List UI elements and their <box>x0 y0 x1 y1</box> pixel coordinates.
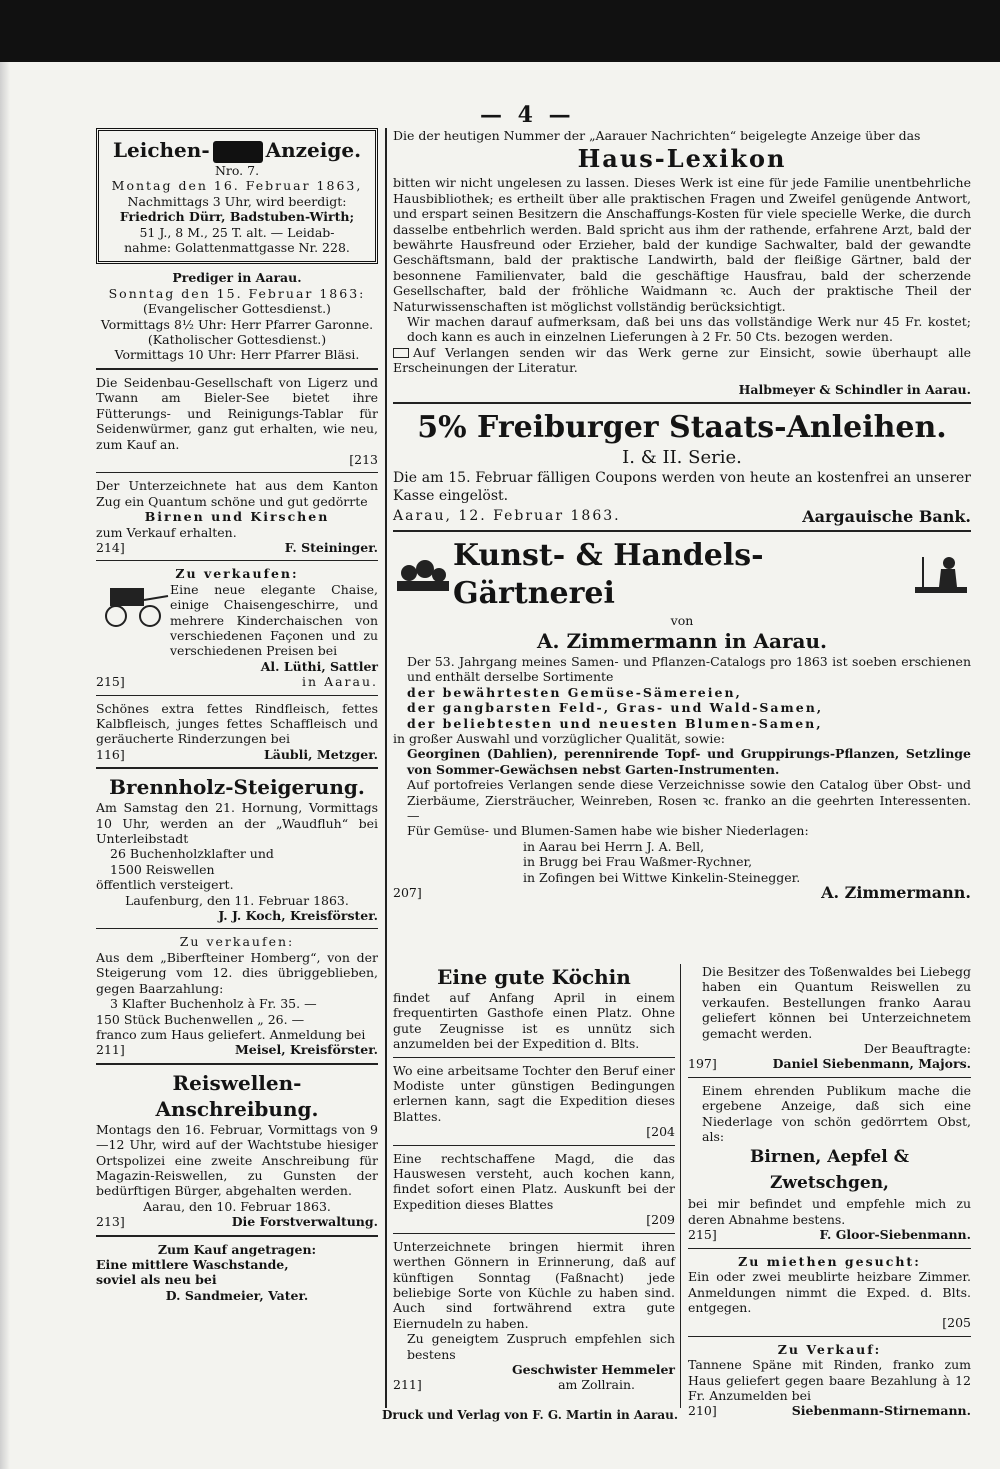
ad-place: in Aarau. <box>302 674 378 690</box>
divider <box>393 1145 675 1146</box>
ad-number: 211] <box>393 1377 422 1393</box>
ad-number: 210] <box>688 1403 717 1419</box>
firewood-title: Brennholz-Steigerung. <box>109 775 365 800</box>
divider <box>96 1235 378 1237</box>
divider <box>96 472 378 473</box>
pears-ad-text: Der Unterzeichnete hat aus dem Kanton Zug ein Quantum schöne und gut gedörrte <box>96 478 378 509</box>
fruit-headline: Birnen, Aepfel & Zwetschgen, <box>750 1147 909 1194</box>
ad-signature: Halbmeyer & Schindler in Aarau. <box>738 381 971 397</box>
nursery-item: in großer Auswahl und vorzüglicher Qualität, sowie: <box>393 730 725 746</box>
death-notice-time: Nachmittags 3 Uhr, wird beerdigt: <box>127 193 347 209</box>
silk-ad-text: Die Seidenbau-Gesellschaft von Ligerz und Twann am Bieler-See bietet ihre Fütterungs- und Reinigungs-Tablar für Seidenwürmer, ganz gut erhalten, wie neu, zum Kauf an. <box>96 374 378 452</box>
left-column <box>96 128 378 1408</box>
ad-signature: Siebenmann-Stirnemann. <box>791 1403 971 1419</box>
ad-signature: A. Zimmermann. <box>821 883 971 902</box>
rooms-title: Zu miethen gesucht: <box>738 1253 921 1269</box>
divider <box>393 402 971 404</box>
ad-place: am Zollrain. <box>558 1377 635 1393</box>
pastry-text: Zu geneigtem Zuspruch empfehlen sich bestens <box>407 1331 675 1362</box>
milliner-text: Wo eine arbeitsame Tochter den Beruf einer Modiste unter günstigen Bedingungen erlernen kann, sagt die Expedition dieses Blattes. <box>393 1062 675 1124</box>
nursery-depot: in Zofingen bei Wittwe Kinkelin-Steinegger. <box>523 869 801 885</box>
lexikon-title: Haus-Lexikon <box>577 144 787 174</box>
imprint-footer: Druck und Verlag von F. G. Martin in Aarau. <box>382 1408 678 1422</box>
divider <box>393 1057 675 1058</box>
gardener-icon <box>911 553 971 597</box>
ad-signature: Geschwister Hemmeler <box>511 1361 675 1377</box>
maid-text: Eine rechtschaffene Magd, die das Hauswesen versteht, auch kochen kann, findet sofort einen Platz. Auskunft bei der Expedition dieses Blattes <box>393 1150 675 1212</box>
firewood-line: 1500 Reiswellen <box>110 861 215 877</box>
ad-signature: Meisel, Kreisförster. <box>234 1042 378 1058</box>
ad-signature: J. J. Koch, Kreisförster. <box>218 908 378 924</box>
bonds-title: 5% Freiburger Staats-Anleihen. <box>417 410 947 446</box>
washstand-line: Eine mittlere Waschstande, <box>96 1256 289 1272</box>
beech-line: franco zum Haus geliefert. Anmeldung bei <box>96 1026 366 1042</box>
divider <box>96 767 378 769</box>
ad-number: 207] <box>393 885 422 900</box>
nursery-depot: in Aarau bei Herrn J. A. Bell, <box>523 838 705 854</box>
lexikon-text: Auf Verlangen senden wir das Werk gerne zur Einsicht, sowie überhaupt alle Erscheinungen der Literatur. <box>393 344 971 376</box>
lexikon-intro: Die der heutigen Nummer der „Aarauer Nachrichten“ beigelegte Anzeige über das <box>393 128 921 143</box>
preacher-line: Sonntag den 15. Februar 1863: <box>108 285 366 301</box>
nursery-by: von <box>670 612 694 628</box>
meat-ad-text: Schönes extra fettes Rindfleisch, fettes Kalbfleisch, junges fettes Schaffleisch und geräucherte Rinderzungen bei <box>96 700 378 747</box>
rooms-text: Ein oder zwei meublirte heizbare Zimmer. Anmeldungen nimmt die Exped. d. Blts. entgegen. <box>688 1269 971 1315</box>
nursery-item: Georginen (Dahlien), perennirende Topf- und Gruppirungs-Pflanzen, Setzlinge von Sommer-Gewächsen nebst Garten-Instrumenten. <box>407 746 971 777</box>
forest-text: Die Besitzer des Toßenwaldes bei Liebegg haben ein Quantum Reiswellen zu verkaufen. Bestellungen franko Aarau geliefert können bei Unterzeichnetem gemacht werden. <box>702 964 971 1041</box>
column-rule-lower <box>680 964 681 1408</box>
ad-signature: Daniel Siebenmann, Majors. <box>772 1056 971 1072</box>
nursery-item: der bewährtesten Gemüse-Sämereien, <box>407 684 742 700</box>
ad-signature: D. Sandmeier, Vater. <box>165 1287 309 1303</box>
pears-ad-headline: Birnen und Kirschen <box>144 509 330 525</box>
preacher-line: (Evangelischer Gottesdienst.) <box>143 301 331 317</box>
brushwood-date: Aarau, den 10. Februar 1863. <box>143 1198 331 1214</box>
pointing-hand-icon <box>393 348 409 358</box>
death-notice-number: Nro. 7. <box>214 163 260 178</box>
beech-line: 3 Klafter Buchenholz à Fr. 35. — <box>110 996 317 1012</box>
beech-text: Aus dem „Biberfteiner Homberg“, von der Steigerung vom 12. dies übriggeblieben, gegen Baarzahlung: <box>96 949 378 996</box>
chaise-title: Zu verkaufen: <box>175 566 299 582</box>
lexikon-text: Wir machen darauf aufmerksam, daß bei uns das vollständige Werk nur 45 Fr. kostet; doch kann es auch in einzelnen Lieferungen à 2 Fr. 50 Cts. bezogen werden. <box>407 314 971 345</box>
divider <box>688 1336 971 1337</box>
ad-number: [205 <box>942 1315 971 1331</box>
nursery-name: A. Zimmermann in Aarau. <box>537 628 827 653</box>
firewood-line: öffentlich versteigert. <box>96 877 234 893</box>
ad-number: 211] <box>96 1042 125 1058</box>
death-notice-title-b: Anzeige. <box>265 138 362 162</box>
firewood-date: Laufenburg, den 11. Februar 1863. <box>125 892 349 908</box>
cook-text: findet auf Anfang April in einem frequentirten Gasthofe einen Platz. Ohne gute Zeugnisse ist es unnütz sich anzumelden bei der Expedition d. Blts. <box>393 990 675 1052</box>
shavings-text: Tannene Späne mit Rinden, franko zum Haus geliefert gegen baare Bezahlung à 12 Fr. Anzumelden bei <box>688 1357 971 1403</box>
pastry-text: Unterzeichnete bringen hiermit ihren werthen Gönnern in Erinnerung, daß auf künftigen Sonntag (Faßnacht) jede beliebige Sorte von Küchle zu haben sind. Auch sind fortwährend extra gute Eiernudeln zu haben. <box>393 1238 675 1331</box>
coffin-icon <box>213 141 263 163</box>
fruit-text: Einem ehrenden Publikum mache die ergebene Anzeige, daß sich eine Niederlage von schön gedörrtem Obst, als: <box>702 1082 971 1145</box>
divider <box>393 530 971 532</box>
ad-number: 197] <box>688 1056 717 1072</box>
ad-number: 214] <box>96 539 125 555</box>
forest-role: Der Beauftragte: <box>863 1041 971 1057</box>
bonds-date: Aarau, 12. Februar 1863. <box>393 508 621 525</box>
preacher-line: Vormittags 10 Uhr: Herr Pfarrer Bläsi. <box>114 347 360 363</box>
lower-right-column <box>688 964 971 1419</box>
chaise-text: Eine neue elegante Chaise, einige Chaisengeschirre, und mehrere Kinderchaischen von verschiedenen Façonen und zu verschiedenen Preisen bei <box>170 581 378 659</box>
beech-title: Zu verkaufen: <box>179 934 295 950</box>
brushwood-title: Reiswellen-Anschreibung. <box>155 1070 319 1121</box>
preacher-line: Vormittags 8½ Uhr: Herr Pfarrer Garonne. <box>100 316 374 332</box>
ad-number: 116] <box>96 746 125 762</box>
ad-number: [213 <box>349 451 378 467</box>
divider <box>688 1248 971 1249</box>
bonds-text: Die am 15. Februar fälligen Coupons werden von heute an kostenfrei an unserer Kasse eingelöst. <box>393 470 971 505</box>
preacher-line: (Katholischer Gottesdienst.) <box>147 332 327 348</box>
ad-signature: Die Forstverwaltung. <box>231 1214 378 1230</box>
divider <box>96 368 378 370</box>
death-notice-line: 51 J., 8 M., 25 T. alt. — Leidab- <box>139 224 335 240</box>
pears-ad-text2: zum Verkauf erhalten. <box>96 524 237 540</box>
ad-number: [209 <box>646 1212 675 1228</box>
ad-number: 215] <box>96 674 125 690</box>
nursery-text: Der 53. Jahrgang meines Samen- und Pflanzen-Catalogs pro 1863 ist soeben erschienen und enthält derselbe Sortimente <box>407 653 971 685</box>
paper-edge <box>0 62 10 1469</box>
death-notice-date: Montag den 16. Februar 1863, <box>111 178 363 194</box>
washstand-title: Zum Kauf angetragen: <box>157 1241 317 1257</box>
ad-signature: Läubli, Metzger. <box>263 746 378 762</box>
ad-signature: Aargauische Bank. <box>802 507 971 527</box>
death-notice <box>96 128 378 264</box>
divider <box>393 1233 675 1234</box>
divider <box>96 1063 378 1065</box>
divider <box>96 560 378 561</box>
column-rule <box>385 128 387 1408</box>
divider <box>688 1077 971 1078</box>
ad-number: [204 <box>646 1124 675 1140</box>
shavings-title: Zu Verkauf: <box>777 1341 882 1357</box>
death-notice-line: nahme: Golattenmattgasse Nr. 228. <box>124 240 350 256</box>
nursery-item: der gangbarsten Feld-, Gras- und Wald-Samen, <box>407 700 824 716</box>
ad-signature: F. Gloor-Siebenmann. <box>819 1227 971 1243</box>
preacher-title: Prediger in Aarau. <box>172 270 302 286</box>
beech-line: 150 Stück Buchenwellen „ 26. — <box>96 1011 305 1027</box>
fruit-text2: bei mir befindet und empfehle mich zu deren Abnahme bestens. <box>688 1196 971 1227</box>
firewood-line: 26 Buchenholzklafter und <box>110 846 274 862</box>
nursery-depot: in Brugg bei Frau Waßmer-Rychner, <box>523 854 753 870</box>
divider <box>96 928 378 929</box>
carriage-icon <box>96 582 170 628</box>
divider <box>96 695 378 696</box>
washstand-line: soviel als neu bei <box>96 1272 217 1288</box>
brushwood-text: Montags den 16. Februar, Vormittags von 9—12 Uhr, wird auf der Wachtstube hiesiger Ortspolizei eine zweite Anschreibung für Magazin-Reiswellen, zu Gunsten der bedürftigen Bürger, abgehalten werden. <box>96 1121 378 1199</box>
nursery-title: Kunst- & Handels-Gärtnerei <box>453 537 764 611</box>
garden-planter-icon <box>393 553 453 597</box>
wide-column <box>393 128 971 956</box>
nursery-text: Auf portofreies Verlangen sende diese Verzeichnisse sowie den Catalog über Obst- und Zierbäume, Ziersträucher, Weinreben, Rosen ꝛc. franko an die geehrten Interessenten. — <box>407 777 971 823</box>
death-notice-line: Friedrich Dürr, Badstuben-Wirth; <box>119 209 355 225</box>
nursery-item: der beliebtesten und neuesten Blumen-Samen, <box>407 715 823 731</box>
ad-signature: Al. Lüthi, Sattler <box>260 658 378 674</box>
firewood-text: Am Samstag den 21. Hornung, Vormittags 10 Uhr, werden an der „Waudfluh“ bei Unterleibstadt <box>96 800 378 847</box>
ad-signature: F. Steininger. <box>284 539 378 555</box>
page-number: — 4 — <box>480 102 575 128</box>
bonds-series: I. & II. Serie. <box>622 447 742 469</box>
ad-number: 215] <box>688 1227 717 1243</box>
death-notice-title-a: Leichen- <box>112 138 210 162</box>
cook-title: Eine gute Köchin <box>437 965 631 989</box>
lexikon-text: bitten wir nicht ungelesen zu lassen. Dieses Werk ist eine für jede Familie unentbehrliche Hausbibliothek; es ertheilt über alle praktischen Fragen und Zweifel genügende Antwort, und erspart seinen Besitzern die Anschaffungs-Kosten für viele specielle Werke, die durch dasselbe entbehrlich werden. Bald spricht aus ihm der rathende, erfahrene Arzt, bald der bewährte Hausfreund oder Erzieher, bald der kundige Sachwalter, bald der gewandte Geschäftsmann, bald der praktische Landwirth, bald der fleißige Gärtner, bald der besonnene Familienvater, bald die geschäftige Hausfrau, bald der scherzende Gesellschafter, bald der fröhliche Waidmann ꝛc. Auch der praktische Theil der Naturwissenschaften ist möglichst vollständig berücksichtigt. <box>393 175 971 314</box>
lower-middle-column <box>393 964 675 1408</box>
nursery-text: Für Gemüse- und Blumen-Samen habe wie bisher Niederlagen: <box>407 823 809 839</box>
ad-number: 213] <box>96 1214 125 1230</box>
